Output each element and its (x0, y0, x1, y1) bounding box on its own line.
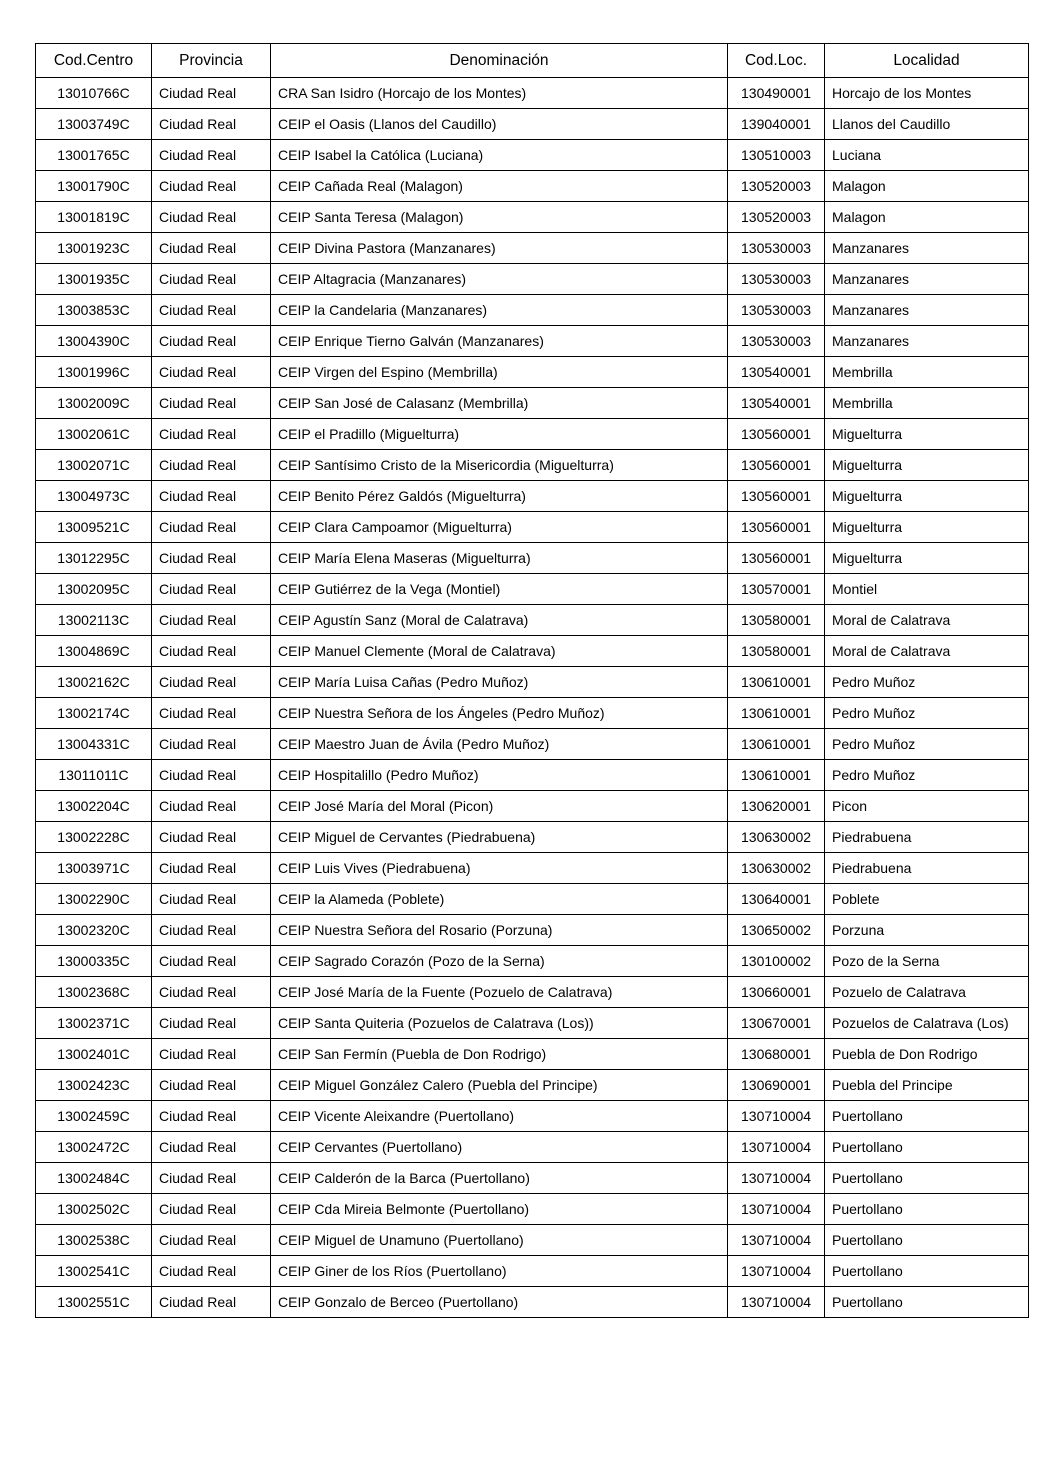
cell-cod-loc: 130490001 (728, 78, 825, 109)
cell-denominacion: CEIP Agustín Sanz (Moral de Calatrava) (271, 605, 728, 636)
cell-provincia: Ciudad Real (152, 233, 271, 264)
cell-denominacion: CEIP Santa Teresa (Malagon) (271, 202, 728, 233)
cell-localidad: Miguelturra (825, 512, 1029, 543)
cell-provincia: Ciudad Real (152, 357, 271, 388)
cell-denominacion: CEIP Santísimo Cristo de la Misericordia (Miguelturra) (271, 450, 728, 481)
table-row (36, 1163, 1029, 1194)
cell-cod-centro: 13004390C (36, 326, 152, 357)
cell-localidad: Moral de Calatrava (825, 636, 1029, 667)
cell-cod-centro: 13002472C (36, 1132, 152, 1163)
table-row (36, 1101, 1029, 1132)
cell-provincia: Ciudad Real (152, 171, 271, 202)
cell-provincia: Ciudad Real (152, 109, 271, 140)
cell-provincia: Ciudad Real (152, 419, 271, 450)
cell-cod-loc: 130630002 (728, 822, 825, 853)
cell-denominacion: CEIP Virgen del Espino (Membrilla) (271, 357, 728, 388)
cell-localidad: Puertollano (825, 1101, 1029, 1132)
table-row (36, 1039, 1029, 1070)
cell-denominacion: CEIP María Luisa Cañas (Pedro Muñoz) (271, 667, 728, 698)
cell-cod-loc: 130530003 (728, 264, 825, 295)
table-row (36, 78, 1029, 109)
table-row (36, 729, 1029, 760)
cell-cod-loc: 139040001 (728, 109, 825, 140)
cell-localidad: Piedrabuena (825, 853, 1029, 884)
cell-localidad: Puertollano (825, 1132, 1029, 1163)
cell-cod-centro: 13002174C (36, 698, 152, 729)
cell-denominacion: CEIP José María de la Fuente (Pozuelo de Calatrava) (271, 977, 728, 1008)
cell-denominacion: CEIP el Pradillo (Miguelturra) (271, 419, 728, 450)
cell-denominacion: CEIP Cda Mireia Belmonte (Puertollano) (271, 1194, 728, 1225)
header-row (36, 44, 1029, 78)
cell-denominacion: CEIP el Oasis (Llanos del Caudillo) (271, 109, 728, 140)
document-page (35, 43, 1028, 1318)
table-row (36, 543, 1029, 574)
cell-cod-loc: 130540001 (728, 357, 825, 388)
cell-provincia: Ciudad Real (152, 605, 271, 636)
cell-localidad: Pedro Muñoz (825, 667, 1029, 698)
cell-cod-loc: 130560001 (728, 419, 825, 450)
cell-cod-centro: 13001765C (36, 140, 152, 171)
cell-provincia: Ciudad Real (152, 760, 271, 791)
cell-localidad: Pedro Muñoz (825, 729, 1029, 760)
cell-denominacion: CEIP Miguel González Calero (Puebla del Principe) (271, 1070, 728, 1101)
table-row (36, 915, 1029, 946)
cell-localidad: Puebla de Don Rodrigo (825, 1039, 1029, 1070)
cell-cod-centro: 13000335C (36, 946, 152, 977)
cell-localidad: Pozuelo de Calatrava (825, 977, 1029, 1008)
cell-denominacion: CEIP Maestro Juan de Ávila (Pedro Muñoz) (271, 729, 728, 760)
cell-localidad: Miguelturra (825, 419, 1029, 450)
table-row (36, 109, 1029, 140)
cell-cod-loc: 130710004 (728, 1163, 825, 1194)
cell-denominacion: CEIP Gonzalo de Berceo (Puertollano) (271, 1287, 728, 1318)
cell-localidad: Luciana (825, 140, 1029, 171)
cell-denominacion: CEIP José María del Moral (Picon) (271, 791, 728, 822)
cell-cod-loc: 130560001 (728, 450, 825, 481)
cell-cod-centro: 13002061C (36, 419, 152, 450)
table-row (36, 388, 1029, 419)
cell-localidad: Malagon (825, 202, 1029, 233)
cell-cod-centro: 13012295C (36, 543, 152, 574)
cell-cod-centro: 13002368C (36, 977, 152, 1008)
cell-denominacion: CEIP la Alameda (Poblete) (271, 884, 728, 915)
cell-localidad: Puertollano (825, 1194, 1029, 1225)
cell-provincia: Ciudad Real (152, 1287, 271, 1318)
cell-provincia: Ciudad Real (152, 543, 271, 574)
header-localidad: Localidad (825, 44, 1029, 78)
cell-localidad: Manzanares (825, 233, 1029, 264)
cell-cod-centro: 13003971C (36, 853, 152, 884)
cell-provincia: Ciudad Real (152, 729, 271, 760)
cell-denominacion: CEIP Vicente Aleixandre (Puertollano) (271, 1101, 728, 1132)
table-row (36, 1256, 1029, 1287)
cell-cod-loc: 130560001 (728, 512, 825, 543)
cell-cod-loc: 130530003 (728, 295, 825, 326)
table-row (36, 791, 1029, 822)
table-row (36, 977, 1029, 1008)
cell-cod-centro: 13004869C (36, 636, 152, 667)
table-row (36, 605, 1029, 636)
cell-cod-loc: 130580001 (728, 605, 825, 636)
cell-provincia: Ciudad Real (152, 202, 271, 233)
cell-cod-centro: 13002459C (36, 1101, 152, 1132)
cell-denominacion: CRA San Isidro (Horcajo de los Montes) (271, 78, 728, 109)
header-provincia: Provincia (152, 44, 271, 78)
cell-localidad: Puertollano (825, 1287, 1029, 1318)
cell-provincia: Ciudad Real (152, 450, 271, 481)
cell-denominacion: CEIP Benito Pérez Galdós (Miguelturra) (271, 481, 728, 512)
cell-cod-loc: 130710004 (728, 1194, 825, 1225)
cell-denominacion: CEIP Isabel la Católica (Luciana) (271, 140, 728, 171)
header-denominacion: Denominación (271, 44, 728, 78)
cell-localidad: Pozuelos de Calatrava (Los) (825, 1008, 1029, 1039)
cell-denominacion: CEIP Nuestra Señora del Rosario (Porzuna) (271, 915, 728, 946)
cell-localidad: Puebla del Principe (825, 1070, 1029, 1101)
cell-provincia: Ciudad Real (152, 1039, 271, 1070)
cell-provincia: Ciudad Real (152, 1225, 271, 1256)
cell-localidad: Membrilla (825, 388, 1029, 419)
cell-provincia: Ciudad Real (152, 574, 271, 605)
table-row (36, 574, 1029, 605)
cell-cod-centro: 13003853C (36, 295, 152, 326)
cell-cod-centro: 13002228C (36, 822, 152, 853)
cell-denominacion: CEIP Hospitalillo (Pedro Muñoz) (271, 760, 728, 791)
table-row (36, 822, 1029, 853)
cell-cod-loc: 130710004 (728, 1132, 825, 1163)
cell-provincia: Ciudad Real (152, 698, 271, 729)
cell-denominacion: CEIP Divina Pastora (Manzanares) (271, 233, 728, 264)
table-row (36, 1194, 1029, 1225)
cell-localidad: Montiel (825, 574, 1029, 605)
cell-cod-loc: 130620001 (728, 791, 825, 822)
cell-localidad: Miguelturra (825, 450, 1029, 481)
cell-denominacion: CEIP Luis Vives (Piedrabuena) (271, 853, 728, 884)
cell-cod-centro: 13004973C (36, 481, 152, 512)
table-row (36, 667, 1029, 698)
cell-localidad: Pedro Muñoz (825, 760, 1029, 791)
cell-cod-centro: 13002551C (36, 1287, 152, 1318)
cell-provincia: Ciudad Real (152, 946, 271, 977)
table-row (36, 1225, 1029, 1256)
cell-cod-loc: 130610001 (728, 667, 825, 698)
cell-cod-loc: 130560001 (728, 543, 825, 574)
cell-provincia: Ciudad Real (152, 636, 271, 667)
table-row (36, 450, 1029, 481)
cell-cod-loc: 130660001 (728, 977, 825, 1008)
cell-cod-centro: 13002009C (36, 388, 152, 419)
cell-denominacion: CEIP María Elena Maseras (Miguelturra) (271, 543, 728, 574)
cell-denominacion: CEIP Santa Quiteria (Pozuelos de Calatrava (Los)) (271, 1008, 728, 1039)
table-row (36, 760, 1029, 791)
cell-denominacion: CEIP Manuel Clemente (Moral de Calatrava) (271, 636, 728, 667)
cell-cod-loc: 130690001 (728, 1070, 825, 1101)
cell-denominacion: CEIP la Candelaria (Manzanares) (271, 295, 728, 326)
cell-cod-centro: 13001996C (36, 357, 152, 388)
cell-denominacion: CEIP Nuestra Señora de los Ángeles (Pedro Muñoz) (271, 698, 728, 729)
cell-localidad: Malagon (825, 171, 1029, 202)
cell-denominacion: CEIP Enrique Tierno Galván (Manzanares) (271, 326, 728, 357)
cell-cod-centro: 13002204C (36, 791, 152, 822)
cell-cod-loc: 130710004 (728, 1256, 825, 1287)
cell-cod-loc: 130520003 (728, 202, 825, 233)
cell-provincia: Ciudad Real (152, 264, 271, 295)
table-row (36, 636, 1029, 667)
cell-denominacion: CEIP Calderón de la Barca (Puertollano) (271, 1163, 728, 1194)
cell-cod-loc: 130670001 (728, 1008, 825, 1039)
cell-cod-loc: 130100002 (728, 946, 825, 977)
cell-cod-centro: 13002095C (36, 574, 152, 605)
cell-cod-loc: 130710004 (728, 1101, 825, 1132)
table-row (36, 295, 1029, 326)
cell-cod-loc: 130710004 (728, 1287, 825, 1318)
cell-provincia: Ciudad Real (152, 822, 271, 853)
cell-cod-loc: 130540001 (728, 388, 825, 419)
cell-cod-centro: 13002423C (36, 1070, 152, 1101)
header-cod-loc: Cod.Loc. (728, 44, 825, 78)
cell-cod-centro: 13011011C (36, 760, 152, 791)
cell-denominacion: CEIP Cañada Real (Malagon) (271, 171, 728, 202)
cell-localidad: Membrilla (825, 357, 1029, 388)
table-row (36, 171, 1029, 202)
cell-provincia: Ciudad Real (152, 853, 271, 884)
table-row (36, 1132, 1029, 1163)
cell-localidad: Pozo de la Serna (825, 946, 1029, 977)
cell-cod-loc: 130610001 (728, 760, 825, 791)
table-row (36, 1008, 1029, 1039)
cell-localidad: Picon (825, 791, 1029, 822)
cell-cod-centro: 13002371C (36, 1008, 152, 1039)
cell-localidad: Manzanares (825, 295, 1029, 326)
cell-cod-centro: 13002502C (36, 1194, 152, 1225)
cell-cod-loc: 130570001 (728, 574, 825, 605)
cell-provincia: Ciudad Real (152, 1194, 271, 1225)
table-row (36, 884, 1029, 915)
cell-provincia: Ciudad Real (152, 1070, 271, 1101)
cell-localidad: Pedro Muñoz (825, 698, 1029, 729)
table-row (36, 946, 1029, 977)
cell-cod-centro: 13002113C (36, 605, 152, 636)
cell-provincia: Ciudad Real (152, 512, 271, 543)
table-row (36, 512, 1029, 543)
cell-denominacion: CEIP Sagrado Corazón (Pozo de la Serna) (271, 946, 728, 977)
cell-denominacion: CEIP San Fermín (Puebla de Don Rodrigo) (271, 1039, 728, 1070)
cell-cod-centro: 13002401C (36, 1039, 152, 1070)
cell-provincia: Ciudad Real (152, 1101, 271, 1132)
table-row (36, 357, 1029, 388)
cell-cod-centro: 13003749C (36, 109, 152, 140)
cell-cod-centro: 13009521C (36, 512, 152, 543)
table-row (36, 202, 1029, 233)
table-row (36, 419, 1029, 450)
cell-cod-centro: 13002320C (36, 915, 152, 946)
cell-localidad: Puertollano (825, 1225, 1029, 1256)
cell-cod-centro: 13001935C (36, 264, 152, 295)
cell-provincia: Ciudad Real (152, 884, 271, 915)
cell-localidad: Puertollano (825, 1256, 1029, 1287)
cell-cod-centro: 13001790C (36, 171, 152, 202)
cell-cod-loc: 130680001 (728, 1039, 825, 1070)
table-row (36, 326, 1029, 357)
cell-cod-loc: 130610001 (728, 698, 825, 729)
cell-localidad: Manzanares (825, 326, 1029, 357)
table-header (36, 44, 1029, 78)
cell-provincia: Ciudad Real (152, 326, 271, 357)
cell-cod-loc: 130510003 (728, 140, 825, 171)
table-row (36, 853, 1029, 884)
cell-cod-loc: 130520003 (728, 171, 825, 202)
cell-cod-centro: 13002484C (36, 1163, 152, 1194)
table-row (36, 140, 1029, 171)
cell-provincia: Ciudad Real (152, 667, 271, 698)
cell-provincia: Ciudad Real (152, 140, 271, 171)
cell-cod-loc: 130580001 (728, 636, 825, 667)
table-row (36, 1287, 1029, 1318)
cell-cod-loc: 130640001 (728, 884, 825, 915)
cell-localidad: Porzuna (825, 915, 1029, 946)
cell-cod-loc: 130610001 (728, 729, 825, 760)
schools-table (35, 43, 1029, 1318)
cell-localidad: Miguelturra (825, 481, 1029, 512)
cell-cod-centro: 13002541C (36, 1256, 152, 1287)
cell-localidad: Piedrabuena (825, 822, 1029, 853)
cell-cod-loc: 130560001 (728, 481, 825, 512)
table-row (36, 698, 1029, 729)
cell-denominacion: CEIP Cervantes (Puertollano) (271, 1132, 728, 1163)
table-row (36, 1070, 1029, 1101)
cell-localidad: Moral de Calatrava (825, 605, 1029, 636)
cell-cod-centro: 13010766C (36, 78, 152, 109)
header-cod-centro: Cod.Centro (36, 44, 152, 78)
cell-denominacion: CEIP San José de Calasanz (Membrilla) (271, 388, 728, 419)
cell-cod-centro: 13002071C (36, 450, 152, 481)
cell-provincia: Ciudad Real (152, 1008, 271, 1039)
cell-denominacion: CEIP Clara Campoamor (Miguelturra) (271, 512, 728, 543)
table-row (36, 233, 1029, 264)
cell-denominacion: CEIP Giner de los Ríos (Puertollano) (271, 1256, 728, 1287)
cell-provincia: Ciudad Real (152, 977, 271, 1008)
cell-cod-centro: 13001819C (36, 202, 152, 233)
cell-localidad: Llanos del Caudillo (825, 109, 1029, 140)
cell-provincia: Ciudad Real (152, 791, 271, 822)
cell-cod-centro: 13001923C (36, 233, 152, 264)
cell-denominacion: CEIP Gutiérrez de la Vega (Montiel) (271, 574, 728, 605)
cell-provincia: Ciudad Real (152, 1132, 271, 1163)
cell-provincia: Ciudad Real (152, 481, 271, 512)
cell-localidad: Horcajo de los Montes (825, 78, 1029, 109)
cell-provincia: Ciudad Real (152, 1163, 271, 1194)
cell-localidad: Poblete (825, 884, 1029, 915)
cell-cod-loc: 130530003 (728, 233, 825, 264)
cell-cod-centro: 13002162C (36, 667, 152, 698)
cell-cod-loc: 130710004 (728, 1225, 825, 1256)
cell-denominacion: CEIP Altagracia (Manzanares) (271, 264, 728, 295)
cell-localidad: Miguelturra (825, 543, 1029, 574)
table-body (36, 78, 1029, 1318)
cell-provincia: Ciudad Real (152, 915, 271, 946)
cell-provincia: Ciudad Real (152, 295, 271, 326)
cell-cod-loc: 130650002 (728, 915, 825, 946)
cell-cod-centro: 13002290C (36, 884, 152, 915)
cell-cod-centro: 13004331C (36, 729, 152, 760)
cell-provincia: Ciudad Real (152, 78, 271, 109)
cell-localidad: Manzanares (825, 264, 1029, 295)
table-row (36, 264, 1029, 295)
cell-cod-centro: 13002538C (36, 1225, 152, 1256)
cell-provincia: Ciudad Real (152, 388, 271, 419)
cell-denominacion: CEIP Miguel de Unamuno (Puertollano) (271, 1225, 728, 1256)
cell-cod-loc: 130530003 (728, 326, 825, 357)
cell-denominacion: CEIP Miguel de Cervantes (Piedrabuena) (271, 822, 728, 853)
cell-localidad: Puertollano (825, 1163, 1029, 1194)
table-row (36, 481, 1029, 512)
cell-cod-loc: 130630002 (728, 853, 825, 884)
cell-provincia: Ciudad Real (152, 1256, 271, 1287)
